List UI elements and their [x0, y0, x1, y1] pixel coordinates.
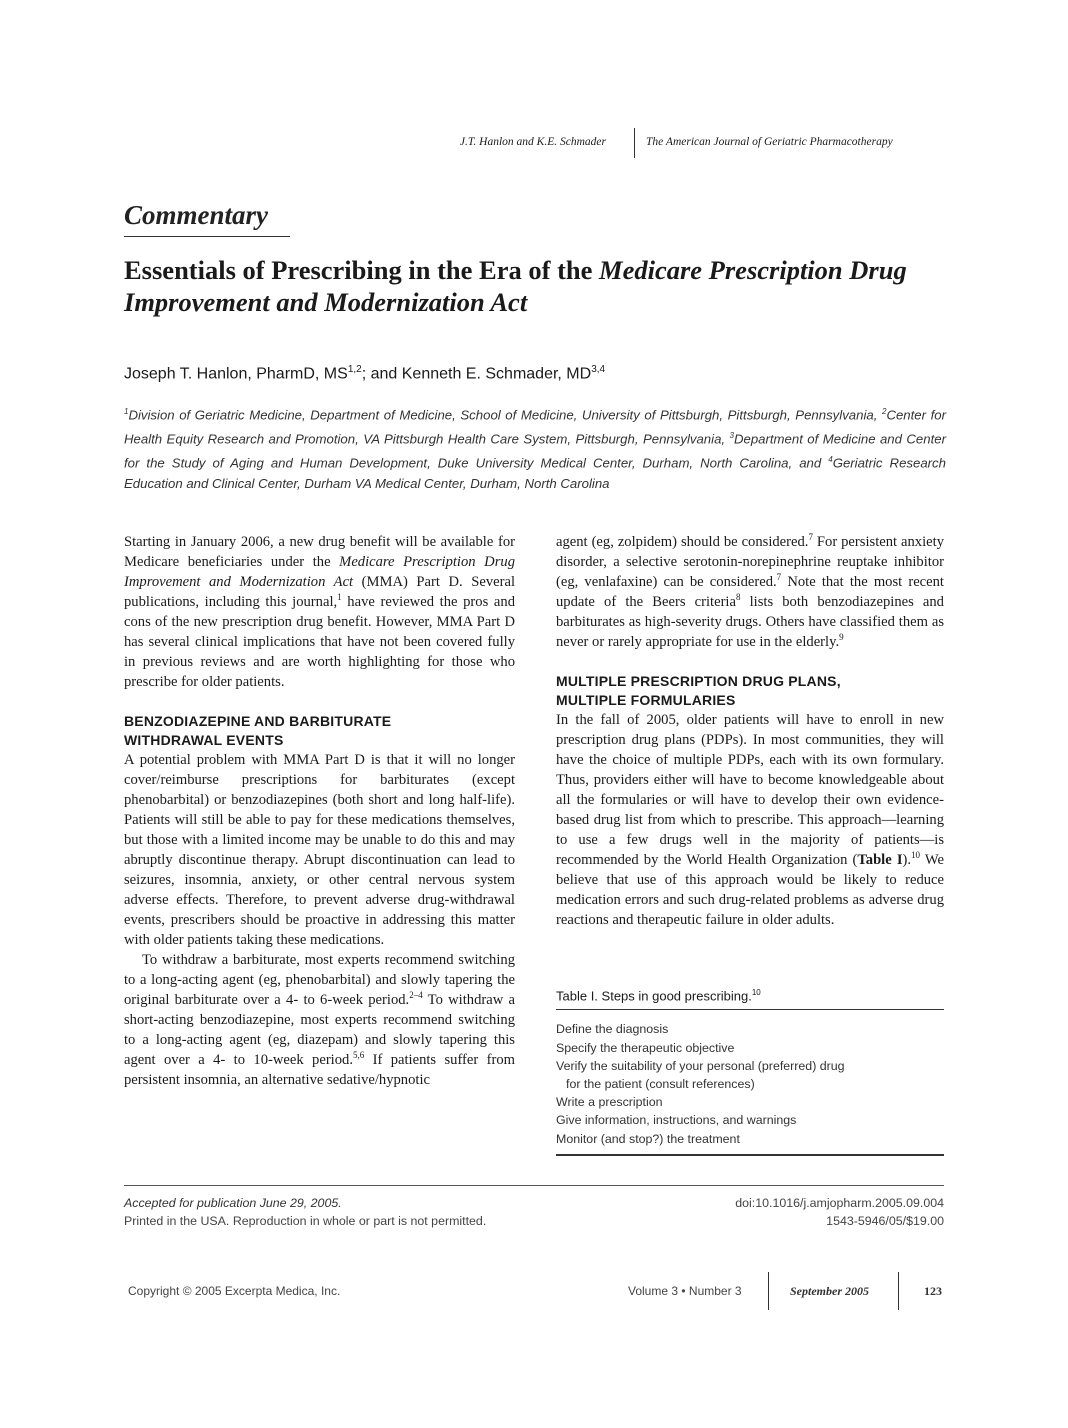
- table-row: Give information, instructions, and warnings: [556, 1113, 797, 1128]
- heading-line: BENZODIAZEPINE AND BARBITURATE: [124, 713, 392, 729]
- author-joiner: ; and: [361, 365, 402, 383]
- heading-line: MULTIPLE PRESCRIPTION DRUG PLANS,: [556, 673, 841, 689]
- article-title: [124, 254, 954, 318]
- intro-paragraph: [124, 532, 515, 692]
- section-label-rule: [124, 236, 290, 237]
- text-run: (MMA) Part D. Several publications, including this journal,: [124, 574, 515, 610]
- text-run: For persistent anxiety disorder, a selective serotonin-norepinephrine reuptake inhibitor (eg, venlafaxine) can be considered.: [556, 534, 944, 590]
- text-run: To withdraw a short-acting benzodiazepine, most experts recommend switching to a long-acting agent (eg, diazepam) and slowly tapering this agent over a 4- to 10-week period.: [124, 992, 515, 1068]
- citation-ref: 10: [911, 850, 921, 861]
- text-run: Note that the most recent update of the Beers criteria: [556, 574, 944, 610]
- text-run: We believe that use of this approach would be likely to reduce medication errors and such drug-related problems as adverse drug reactions and therapeutic failure in older adults.: [556, 852, 944, 928]
- citation-ref: 9: [839, 632, 844, 643]
- table-caption: [556, 988, 944, 1009]
- table-row: for the patient (consult references): [566, 1076, 755, 1091]
- withdrawal-paragraph: A potential problem with MMA Part D is that it will no longer cover/reimburse prescriptions for barbiturates (except phenobarbital) or benzodiazepines (both short and long half-life). Patients will still be able to pay for these medications themselves, but those with a limited income may be unable to do this and may abruptly discontinue therapy. Abrupt discontinuation can lead to seizures, insomnia, anxiety, or other central nervous system adverse effects. Therefore, to prevent adverse drug-withdrawal events, prescribers should be proactive in addressing this matter with older patients taking these medications.: [124, 752, 515, 948]
- footer-divider: [898, 1272, 899, 1310]
- citation-ref: 7: [776, 572, 782, 583]
- footer-divider: [768, 1272, 769, 1310]
- affiliation-1: Division of Geriatric Medicine, Department of Medicine, School of Medicine, University of Pittsburgh, Pittsburgh, Pennsylvania,: [128, 407, 882, 423]
- table-bottom-rule: [556, 1154, 944, 1156]
- heading-line: WITHDRAWAL EVENTS: [124, 732, 284, 748]
- text-run: To withdraw a barbiturate, most experts recommend switching to a long-acting agent (eg, phenobarbital) and slowly tapering the original barbiturate over a 4- to 6-week period.: [124, 952, 515, 1008]
- text-run: If patients suffer from persistent insomnia, an alternative sedative/hypnotic: [124, 1052, 516, 1088]
- table-caption-text: Steps in good prescribing.: [597, 988, 752, 1004]
- taper-paragraph: [124, 950, 515, 1090]
- heading-benzodiazepine-withdrawal: [124, 712, 515, 750]
- table-row: Define the diagnosis: [556, 1022, 669, 1037]
- affiliations: [124, 402, 946, 494]
- table-row: Verify the suitability of your personal (preferred) drug: [556, 1058, 845, 1073]
- formularies-paragraph: [556, 710, 944, 930]
- author-list: [124, 364, 605, 383]
- doi: doi:10.1016/j.amjopharm.2005.09.004: [735, 1196, 944, 1210]
- citation-ref: 2–4: [409, 990, 423, 1001]
- title-part1: Essentials of Prescribing in the Era of the: [124, 255, 600, 285]
- citation-ref: 7: [808, 532, 813, 543]
- heading-line: MULTIPLE FORMULARIES: [556, 692, 736, 708]
- section-label: Commentary: [124, 200, 269, 230]
- text-run: ).: [902, 852, 912, 868]
- affil-2-marker: 2: [881, 407, 887, 416]
- alternative-agent-paragraph: [556, 532, 944, 652]
- affil-3-marker: 3: [729, 430, 734, 440]
- author-2-affil: 3,4: [591, 364, 606, 375]
- footer-rule: [124, 1185, 944, 1186]
- table-label: Table I.: [556, 988, 598, 1004]
- citation-ref: 1: [337, 592, 342, 603]
- running-header-journal: The American Journal of Geriatric Pharmacotherapy: [646, 136, 893, 148]
- citation-ref: 5,6: [352, 1050, 365, 1061]
- affiliation-3: Department of Medicine and Center for the Study of Aging and Human Development, Duke University Medical Center, Durham, North Carolina, and: [124, 431, 946, 471]
- table-steps-good-prescribing: [556, 988, 944, 1156]
- text-run: lists both benzodiazepines and barbiturates as high-severity drugs. Others have classified them as never or rarely appropriate for use in the elderly.: [556, 594, 944, 650]
- author-1-affil: 1,2: [347, 364, 362, 375]
- running-header-divider: [634, 128, 635, 158]
- table-row: Write a prescription: [556, 1095, 663, 1110]
- table-body: [556, 1010, 944, 1153]
- running-header-authors: J.T. Hanlon and K.E. Schmader: [459, 136, 606, 148]
- text-run: agent (eg, zolpidem) should be considered.: [556, 534, 809, 550]
- affil-1-marker: 1: [124, 407, 129, 416]
- author-1: Joseph T. Hanlon, PharmD, MS: [124, 365, 348, 383]
- volume-number: Volume 3 • Number 3: [628, 1284, 742, 1298]
- table-reference: Table I: [857, 852, 903, 868]
- issn-price: 1543-5946/05/$19.00: [826, 1214, 944, 1228]
- body-column-left: [124, 532, 515, 1090]
- running-header: [420, 134, 942, 164]
- text-run: In the fall of 2005, older patients will have to enroll in new prescription drug plans (PDPs). In most communities, they will have the choice of multiple PDPs, each with its own formulary. Thus, providers either will have to become knowledgeable about all the formularies or will have to develop their own evidence-based drug list from which to prescribe. This approach—learning to use a few drugs well in the majority of patients—is recommended by the World Health Organization (: [556, 712, 944, 868]
- printed-notice: Printed in the USA. Reproduction in whole or part is not permitted.: [124, 1214, 487, 1228]
- citation-ref: 8: [735, 592, 741, 603]
- affiliation-4: Geriatric Research Education and Clinical Center, Durham VA Medical Center, Durham, North Carolina: [124, 455, 946, 491]
- table-row: Monitor (and stop?) the treatment: [556, 1131, 740, 1146]
- heading-multiple-plans: [556, 672, 944, 710]
- body-column-right: [556, 532, 944, 930]
- text-run: have reviewed the pros and cons of the new prescription drug benefit. However, MMA Part D has several clinical implications that have not been covered fully in previous reviews and are worth highlighting for those who prescribe for older patients.: [124, 594, 515, 690]
- copyright: Copyright © 2005 Excerpta Medica, Inc.: [128, 1284, 341, 1298]
- author-2: Kenneth E. Schmader, MD: [401, 365, 592, 383]
- act-name: Medicare Prescription Drug Improvement and Modernization Act: [124, 554, 515, 590]
- issue-date: September 2005: [790, 1284, 869, 1298]
- affil-4-marker: 4: [828, 454, 833, 464]
- title-italic: Medicare Prescription Drug Improvement and Modernization Act: [124, 255, 907, 317]
- text-run: Starting in January 2006, a new drug benefit will be available for Medicare beneficiaries under the: [124, 534, 515, 570]
- accepted-date: Accepted for publication June 29, 2005.: [124, 1196, 342, 1210]
- table-row: Specify the therapeutic objective: [556, 1040, 735, 1055]
- citation-ref: 10: [751, 988, 761, 997]
- page-number: 123: [924, 1284, 942, 1298]
- affiliation-2: Center for Health Equity Research and Promotion, VA Pittsburgh Health Care System, Pittsburgh, Pennsylvania,: [124, 407, 947, 447]
